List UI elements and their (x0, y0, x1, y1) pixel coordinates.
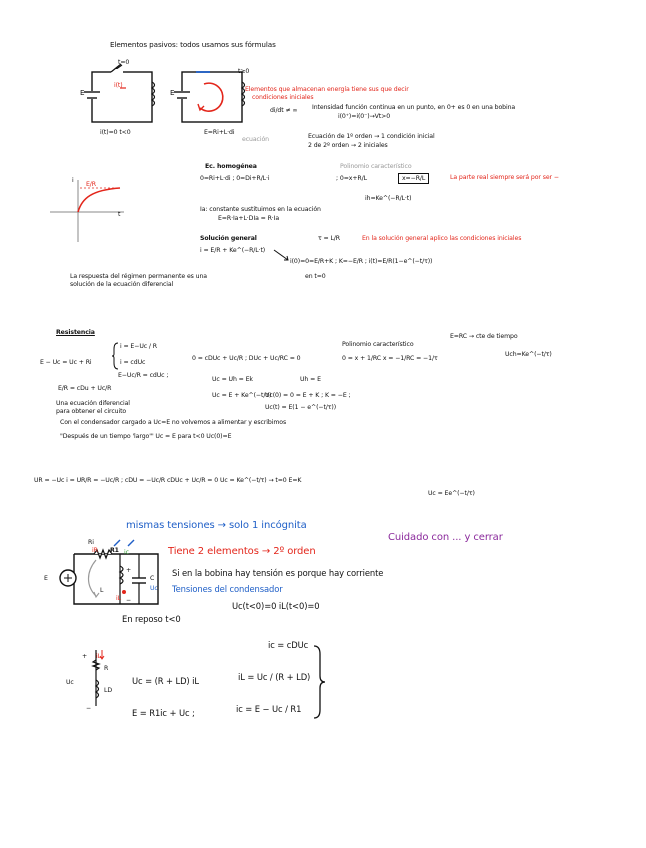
red-natural-note: La parte real siempre será por ser − (450, 174, 559, 181)
rc-eq-cdu: E/R = cDu + Uc/R (58, 385, 112, 392)
rlc-minus-label: − (126, 597, 132, 604)
sys-e: E = R1ic + Uc ; (132, 708, 195, 718)
red-note-2: condiciones iniciales (252, 94, 314, 101)
rl-t0b-label: t≥0 (238, 68, 250, 75)
rlc-circuit (54, 532, 166, 610)
rc-eq-frac: E−Uc/R = cdUc ; (118, 372, 169, 379)
polinomio-label: Polinomio característico (340, 163, 412, 170)
rc-tau: E=RC → cte de tiempo (450, 333, 518, 340)
rlc-L-label: L (100, 587, 104, 594)
rc-eq-main: 0 = cDUc + Uc/R ; DUc + Uc/RC = 0 (192, 355, 301, 362)
rlc-R1-label: R1 (110, 547, 119, 554)
rlc-ic-label: ic (124, 549, 129, 556)
rc-uc0: Uc(0) = 0 = E + K ; K = −E ; (265, 392, 351, 399)
rlc-RiL-label: Ri (88, 539, 94, 546)
red-sol-note: En la solución general aplico las condiciones iniciales (362, 235, 522, 242)
system-brace (312, 644, 326, 720)
rlc-C-label: C (150, 575, 155, 582)
sol-general-label: Solución general (200, 235, 257, 242)
rl-it-label: i(t) (114, 82, 123, 89)
rlc-blue-title: mismas tensiones → solo 1 incógnita (126, 520, 307, 531)
sys-il: iL = Uc / (R + LD) (238, 672, 311, 682)
rc-polinomio: Polinomio característico (342, 341, 414, 348)
rc-brace (112, 342, 120, 370)
graph-asymptote: E/R (86, 181, 96, 188)
rc-cond-1: Con el condensador cargado a Uc=E no volvemos a alimentar y escribimos (60, 419, 287, 426)
rc-poly-eq: 0 = x + 1/RC x = −1/RC = −1/τ (342, 355, 438, 362)
branch-Uc: Uc (66, 679, 74, 686)
rlc-reposo: En reposo t<0 (122, 614, 181, 624)
rlc-purple-note: Cuidado con ... y cerrar (388, 532, 503, 543)
homogenea-label: Ec. homogénea (205, 163, 257, 170)
homog-eq: 0=Ri+L·di ; 0=Di+R/L·i (200, 175, 270, 182)
rl-t0-label: t=0 (118, 59, 130, 66)
rc-brace-1: i = E−Uc / R (120, 343, 157, 350)
i-general-eq: i = E/R + Ke^(−R/L·t) (200, 247, 266, 254)
ia-note: Ia: constante sustituimos en la ecuación (200, 206, 321, 213)
ia-eq: E=R·Ia+L·DIa = R·Ia (218, 215, 280, 222)
didt-eq: di/dt ≠ ∞ (270, 107, 298, 114)
rl-circuit-open (80, 60, 170, 135)
rl-i0-label: i(t)=0 t<0 (100, 129, 131, 136)
rc-cond-2: "Después de un tiempo 'largo'" Uc = E para t<0 Uc(0)=E (60, 433, 232, 440)
rlc-conditions: Uc(t<0)=0 iL(t<0)=0 (232, 601, 320, 611)
rlc-E-label: E (44, 575, 48, 582)
rc-brace-2: i = cdUc (120, 359, 146, 366)
graph-y-label: i (72, 177, 74, 184)
page-title: Elementos pasivos: todos usamos sus fórmulas (110, 40, 276, 49)
rlc-iR-label: iR (92, 547, 98, 554)
rc-uc2: Uc = E + Ke^(−t/τ) (212, 392, 272, 399)
rc-heading: Resistencia (56, 329, 95, 336)
rl-E-label: E (80, 88, 85, 97)
branch-minus: − (86, 705, 92, 712)
ecuacion-label: ecuación (242, 136, 269, 143)
branch-LD: LD (104, 687, 113, 694)
rc-discharge: UR = −Uc i = UR/R = −Uc/R ; cDU = −Uc/R cDUc + Uc/R = 0 Uc = Ke^(−t/τ) → t=0 E=K (34, 477, 302, 484)
sys-ic2: ic = E − Uc / R1 (236, 704, 302, 714)
rc-note-1: Una ecuación diferencial (56, 400, 130, 407)
rl-kirchhoff: E=Ri+L·di (204, 129, 235, 136)
rc-uch: Uch=Ke^(−t/τ) (505, 351, 552, 358)
branch-plus: + (82, 653, 88, 660)
rlc-red-title: Tiene 2 elementos → 2º orden (168, 546, 316, 557)
rc-uc1: Uc = Uh = Ek (212, 376, 253, 383)
ih-eq: ih=Ke^(−R/L·t) (365, 195, 412, 202)
sys-uc: Uc = (R + LD) iL (132, 676, 199, 686)
rlc-Uc-label: Uc (150, 585, 158, 592)
rc-kvl: E − Uc = Uc + Ri (40, 359, 92, 366)
sys-ic: ic = cDUc (268, 640, 309, 650)
red-note-1: Elementos que almacenan energía tiene sus que decir (245, 86, 409, 93)
order-eq-2: 2 de 2º orden → 2 iniciales (308, 142, 388, 149)
order-eq-1: Ecuación de 1º orden → 1 condición inicial (308, 133, 435, 140)
continuity-text: Intensidad función continua en un punto, en 0+ es 0 en una bobina (312, 104, 516, 111)
rl-E2-label: E (170, 88, 175, 97)
rlc-plus-label: + (126, 567, 132, 574)
respuesta-2: solución de la ecuación diferencial (70, 281, 174, 288)
rlc-blue-sub: Tensiones del condensador (172, 584, 283, 594)
rlc-black-note: Si en la bobina hay tensión es porque hay corriente (172, 568, 384, 578)
rc-uch2: Uh = E (300, 376, 321, 383)
respuesta-1: La respuesta del régimen permanente es una (70, 273, 207, 280)
graph-x-label: t (118, 211, 121, 218)
tau-eq: τ = L/R (318, 235, 340, 242)
i0-eq: i(0)=0=E/R+K ; K=−E/R ; i(t)=E/R(1−e^(−t/τ)) (290, 258, 433, 265)
rc-uct: Uc(t) = E(1 − e^(−t/τ)) (265, 404, 337, 411)
root-box: x=−R/L (398, 173, 429, 184)
continuity-eq: i(0⁺)=i(0⁻)→Vt>0 (338, 113, 391, 120)
branch-iL: iL (96, 653, 101, 660)
rc-note-2: para obtener el circuito (56, 408, 127, 415)
rlc-iL-label: iL (116, 595, 121, 602)
en-t0: en t=0 (305, 273, 326, 280)
branch-R: R (104, 665, 109, 672)
poly-eq: ; 0=x+R/L (336, 175, 367, 182)
rc-discharge-2: Uc = Ee^(−t/τ) (428, 490, 475, 497)
arrow-1 (272, 248, 292, 264)
